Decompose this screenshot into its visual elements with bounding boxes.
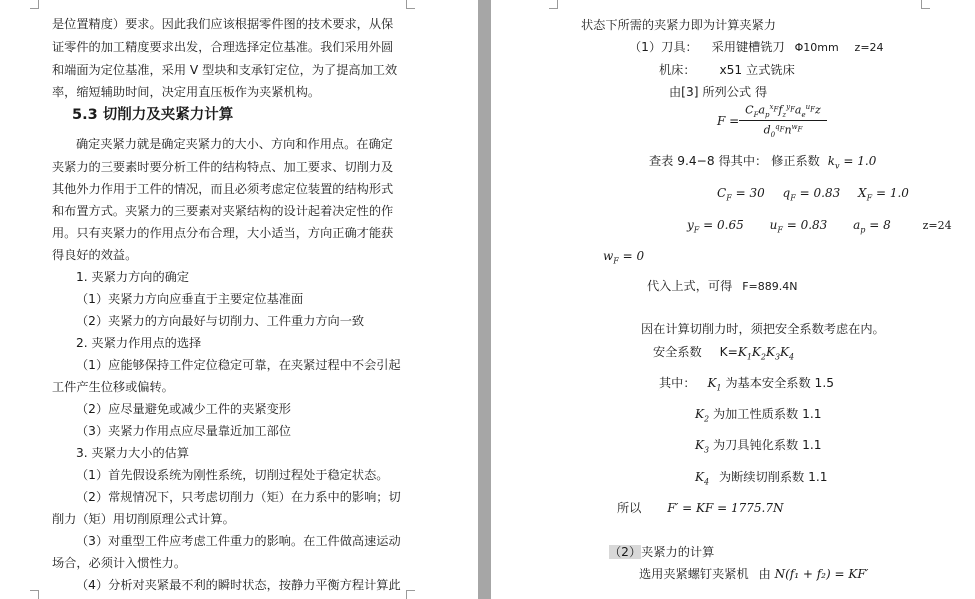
list-item: 3. 夹紧力大小的估算 — [76, 446, 190, 460]
fraction-numerator: $C_Fa_p^{x_F}f_z^{y_F}a_e^{u_F}z$ — [745, 103, 821, 119]
tool-diameter: Φ10mm — [794, 41, 839, 54]
crop-mark — [406, 590, 415, 599]
list-item: 工件产生位移或偏转。 — [52, 380, 174, 394]
uf-value: = 0.83 — [786, 218, 828, 232]
list-item: （2）夹紧力的方向最好与切削力、工件重力方向一致 — [76, 314, 365, 328]
safety-line: 安全系数 $K=K_1K_2K_3K_4$ — [653, 345, 795, 362]
k4-line: $K_4$ 为断续切削系数 1.1 — [695, 470, 828, 487]
result-text: 代入上式，可得 — [647, 279, 733, 293]
list-item: （3）夹紧力作用点应尽量靠近加工部位 — [76, 424, 291, 438]
fraction-denominator: $d_0^{q_F}n^{w_F}$ — [763, 123, 803, 139]
list-item: 2. 夹紧力作用点的选择 — [76, 336, 202, 350]
machine-label: 机床： — [659, 63, 696, 77]
af-value: = 8 — [869, 218, 891, 232]
fraction-bar — [739, 120, 827, 121]
paragraph-line: 和布置方式。夹紧力的三要素对夹紧结构的设计起着决定性的作 — [52, 204, 394, 218]
section-heading: 5.3 切削力及夹紧力计算 — [72, 107, 234, 123]
check-line: 查表 9.4−8 得其中： 修正系数 $k_v = 1.0$ — [649, 154, 877, 171]
final-line — [617, 501, 783, 515]
wf-line: $w_F = 0$ — [603, 249, 645, 266]
list-item: （1）首先假设系统为刚性系统，切削过程处于稳定状态。 — [76, 468, 389, 482]
list-item: 1. 夹紧力方向的确定 — [76, 270, 190, 284]
list-item: （2）应尽量避免或减少工件的夹紧变形 — [76, 402, 291, 416]
formula-lhs: F = — [717, 114, 740, 128]
clamp-formula: N(f₁ + f₂) = KF′ — [774, 567, 869, 581]
continued-line: 状态下所需的夹紧力即为计算夹紧力 — [581, 18, 776, 32]
cutting-force-fraction — [739, 103, 827, 141]
xf-value: = 1.0 — [875, 186, 909, 200]
right-page — [491, 0, 975, 599]
clamp-title — [609, 545, 714, 559]
tool-label: （1）刀具： — [629, 40, 698, 54]
formula-intro: 由[3] 所列公式 得 — [669, 85, 768, 99]
yf-value: = 0.65 — [703, 218, 744, 232]
machine-line — [659, 63, 795, 77]
machine-value: x51 立式铣床 — [719, 63, 795, 77]
list-item: （1）应能够保持工件定位稳定可靠，在夹紧过程中不会引起 — [76, 358, 401, 372]
wf-value: = 0 — [622, 249, 645, 263]
tool-teeth: z=24 — [854, 41, 884, 54]
check-text: 查表 9.4−8 得其中： 修正系数 — [649, 154, 820, 168]
kv-value: = 1.0 — [843, 154, 877, 168]
list-item: 削力（矩）用切削原理公式计算。 — [52, 512, 235, 526]
qf-value: = 0.83 — [799, 186, 841, 200]
list-item: （4）分析对夹紧最不利的瞬时状态，按静力平衡方程计算此 — [76, 578, 401, 592]
intro-line: 和端面为定位基准，采用 V 型块和支承钉定位，为了提高加工效 — [52, 63, 398, 77]
k3-line: $K_3$ 为刀具钝化系数 1.1 — [695, 438, 822, 455]
paragraph-line: 用。只有夹紧力的作用点分布合理，大小适当，方向正确才能获 — [52, 226, 394, 240]
crop-mark — [406, 0, 415, 9]
paragraph-line: 得良好的效益。 — [52, 248, 138, 262]
intro-line: 是位置精度）要求。因此我们应该根据零件图的技术要求，从保 — [52, 17, 394, 31]
k1-prefix: 其中： — [659, 376, 696, 390]
crop-mark — [549, 0, 558, 9]
left-page — [0, 0, 478, 599]
list-item: （1）夹紧力方向应垂直于主要定位基准面 — [76, 292, 304, 306]
k2-line: $K_2$ 为加工性质系数 1.1 — [695, 407, 822, 424]
intro-line: 率，缩短辅助时间，决定用直压板作为夹紧机构。 — [52, 85, 321, 99]
clamp-title-text: 夹紧力的计算 — [641, 545, 715, 559]
list-item: （2）常规情况下，只考虑切削力（矩）在力系中的影响；切 — [76, 490, 401, 504]
paragraph-line: 夹紧力的三要素时要分析工件的结构特点、加工要求、切削力及 — [52, 160, 394, 174]
tool-value: 采用键槽铣刀 — [711, 40, 785, 54]
result-line — [647, 279, 797, 294]
coefficients-row-1: $C_F = 30$ $q_F = 0.83$ $X_F = 1.0$ — [717, 186, 909, 203]
intro-line: 证零件的加工精度要求出发，合理选择定位基准。我们采用外圆 — [52, 40, 394, 54]
tool-line — [629, 40, 884, 55]
safety-intro: 因在计算切削力时，须把安全系数考虑在内。 — [641, 322, 885, 336]
k3-description: 为刀具钝化系数 1.1 — [712, 438, 822, 452]
teeth-value: z=24 — [922, 219, 952, 232]
crop-mark — [30, 590, 39, 599]
list-item: （3）对重型工件应考虑工件重力的影响。在工件做高速运动 — [76, 534, 401, 548]
clamp-line — [639, 567, 868, 581]
safety-label: 安全系数 — [653, 345, 702, 359]
final-formula: F′ = KF = 1775.7N — [667, 501, 784, 515]
k1-description: 为基本安全系数 1.5 — [725, 376, 834, 390]
so-label: 所以 — [617, 501, 642, 515]
coefficients-row-2: $y_F = 0.65$ $u_F = 0.83$ $a_p = 8$ z=24 — [687, 218, 952, 235]
k2-description: 为加工性质系数 1.1 — [712, 407, 822, 421]
clamp-text: 选用夹紧螺钉夹紧机 — [639, 567, 749, 581]
k4-description: 为断续切削系数 1.1 — [718, 470, 828, 484]
paragraph-line: 其他外力作用于工件的情况，而且必须考虑定位装置的结构形式 — [52, 182, 394, 196]
crop-mark — [921, 0, 930, 9]
k1-line: 其中： $K_1$ 为基本安全系数 1.5 — [659, 376, 834, 393]
cf-value: = 30 — [735, 186, 765, 200]
safety-formula: K= — [719, 345, 738, 359]
list-item: 场合，必须计入惯性力。 — [52, 556, 187, 570]
clamp-title-number: （2） — [609, 545, 642, 559]
crop-mark — [30, 0, 39, 9]
paragraph-line: 确定夹紧力就是确定夹紧力的大小、方向和作用点。在确定 — [76, 137, 393, 151]
clamp-by: 由 — [758, 567, 771, 581]
result-value: F=889.4N — [742, 280, 798, 293]
